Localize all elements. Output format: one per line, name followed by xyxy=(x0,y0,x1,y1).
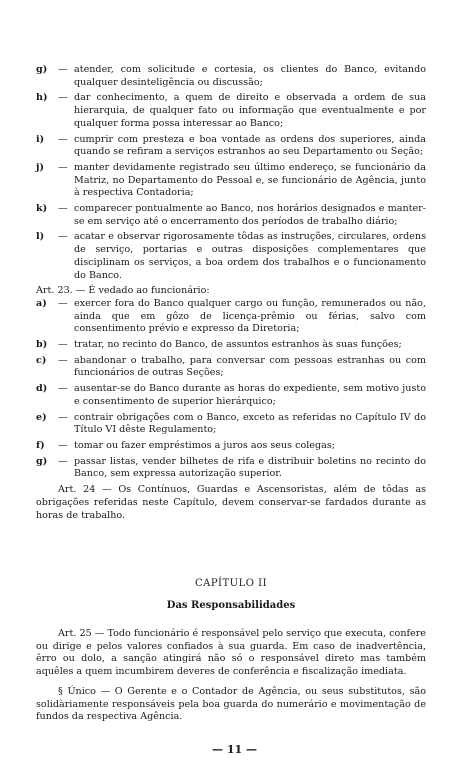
list-item xyxy=(36,355,426,380)
item-text: comparecer pontualmente ao Banco, nos horários designados e manter-se em serviço até o encerramento dos períodos de trabalho diário; xyxy=(74,203,426,227)
item-dash: — xyxy=(58,231,68,243)
article-25: Art. 25 — Todo funcionário é responsável pelo serviço que executa, confere ou dirige e pelos valores confiados à sua guarda. Em caso de inadvertência, êrro ou dolo, a sanção atingirá não só o responsável direto mas também aquêles a quem incumbirem deveres de conferência e fiscalização imediata. xyxy=(36,628,426,678)
item-text: ausentar-se do Banco durante as horas do expediente, sem motivo justo e consentimento de superior hierárquico; xyxy=(74,383,426,407)
item-text: acatar e observar rigorosamente tôdas as instruções, circulares, ordens de serviço, portarias e outras disposições complementares que disciplinam os serviços, a boa ordem dos trabalhos e o funcionamento do Banco. xyxy=(74,231,426,281)
paragrafo-unico: § Único — O Gerente e o Contador de Agência, ou seus substitutos, são solidàriamente responsáveis pela boa guarda do numerário e movimentação de fundos da respectiva Agência. xyxy=(36,686,426,723)
chapter-heading: CAPÍTULO II xyxy=(194,578,268,589)
item-dash: — xyxy=(58,92,68,104)
article-24: Art. 24 — Os Contínuos, Guardas e Ascensoristas, além de tôdas as obrigações referidas neste Capítulo, devem conservar-se fardados durante as horas de trabalho. xyxy=(36,484,426,521)
item-text: abandonar o trabalho, para conversar com pessoas estranhas ou com funcionários de outras Seções; xyxy=(74,354,426,379)
item-text: contrair obrigações com o Banco, exceto as referidas no Capítulo IV do Título VI dêste Regulamento; xyxy=(74,411,426,436)
item-label: e) xyxy=(36,411,47,423)
item-label: h) xyxy=(36,92,48,104)
item-label: j) xyxy=(36,161,45,173)
item-text: manter devidamente registrado seu último endereço, se funcionário da Matriz, no Departamento do Pessoal e, se funcionário de Agência, junto à respectiva Contadoria; xyxy=(74,161,426,199)
list-item xyxy=(36,134,426,159)
item-label: i) xyxy=(36,133,45,145)
article-23-heading: Art. 23. — É vedado ao funcionário: xyxy=(36,285,210,297)
item-dash: — xyxy=(58,411,68,423)
list-item xyxy=(36,339,426,352)
item-dash: — xyxy=(58,64,68,75)
item-label: k) xyxy=(36,203,48,215)
item-text: atender, com solicitude e cortesia, os clientes do Banco, evitando qualquer desinteligência ou discussão; xyxy=(74,64,426,88)
item-text: tratar, no recinto do Banco, de assuntos estranhos às suas funções; xyxy=(74,339,402,351)
page-number: — 11 — xyxy=(212,743,257,756)
item-label: b) xyxy=(36,339,48,351)
list-item xyxy=(36,203,426,228)
item-text: exercer fora do Banco qualquer cargo ou função, remunerados ou não, ainda que em gôzo de licença-prêmio ou férias, salvo com consentimento prévio e expresso da Diretoria; xyxy=(74,297,426,335)
item-label: f) xyxy=(36,439,45,451)
item-label: g) xyxy=(36,455,48,467)
item-text: passar listas, vender bilhetes de rifa e distribuir boletins no recinto do Banco, sem expressa autorização superior. xyxy=(74,455,426,480)
list-item xyxy=(36,440,426,453)
chapter-title: Das Responsabilidades xyxy=(166,600,296,611)
item-dash: — xyxy=(58,297,68,309)
item-dash: — xyxy=(58,455,68,467)
list-item xyxy=(36,64,426,89)
item-label: g) xyxy=(36,64,48,75)
item-label: d) xyxy=(36,383,48,395)
item-dash: — xyxy=(58,383,68,395)
item-label: a) xyxy=(36,297,47,309)
item-dash: — xyxy=(58,133,68,145)
list-item xyxy=(36,298,426,336)
item-dash: — xyxy=(58,439,68,451)
item-dash: — xyxy=(58,339,68,351)
item-dash: — xyxy=(58,161,68,173)
list-item xyxy=(36,412,426,437)
article-22-continuation xyxy=(36,64,426,522)
list-item xyxy=(36,92,426,130)
list-item xyxy=(36,231,426,282)
item-label: c) xyxy=(36,354,47,366)
list-item xyxy=(36,162,426,200)
item-text: cumprir com presteza e boa vontade as ordens dos superiores, ainda quando se refiram a serviços estranhos ao seu Departamento ou Seção; xyxy=(74,133,426,158)
item-text: dar conhecimento, a quem de direito e observada a ordem de sua hierarquia, de qualquer fato ou informação que eventualmente e por qualquer forma possa interessar ao Banco; xyxy=(74,92,426,129)
item-dash: — xyxy=(58,354,68,366)
item-text: tomar ou fazer empréstimos a juros aos seus colegas; xyxy=(74,439,335,451)
list-item xyxy=(36,383,426,408)
list-item xyxy=(36,456,426,481)
item-label: l) xyxy=(36,231,45,243)
item-dash: — xyxy=(58,203,68,215)
